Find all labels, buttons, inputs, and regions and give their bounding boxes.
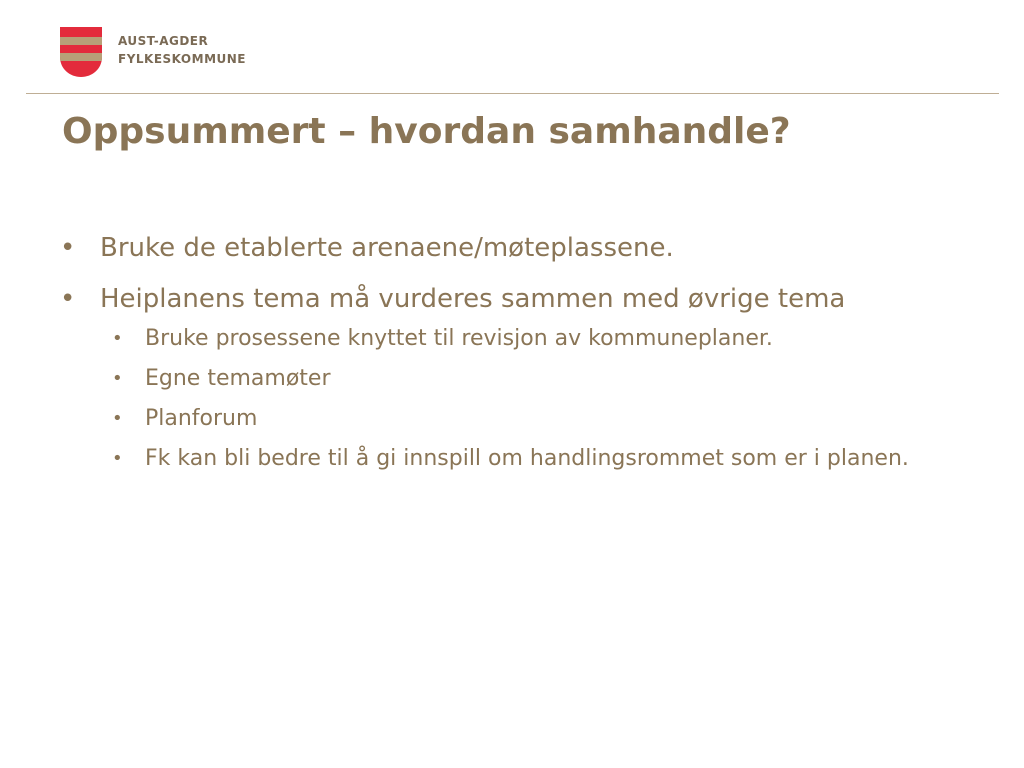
- sub-bullet-item: [0, 322, 935, 356]
- sub-bullet-item: [0, 362, 935, 396]
- slide-content: [0, 226, 1024, 482]
- logo-line-2: FYLKESKOMMUNE: [118, 52, 246, 66]
- sub-bullet-item: [0, 402, 935, 436]
- sub-bullet-dot: •: [112, 368, 123, 389]
- sub-bullet-list: [0, 322, 1024, 476]
- bullet-item: [0, 277, 1000, 321]
- logo-text: [118, 32, 246, 68]
- sub-bullet-text: Planforum: [145, 406, 258, 431]
- bullet-text: Heiplanens tema må vurderes sammen med øvrige tema: [100, 284, 846, 314]
- bullet-item: [0, 226, 1000, 270]
- coat-of-arms-icon: [60, 27, 102, 77]
- sub-bullet-text: Egne temamøter: [145, 366, 331, 391]
- sub-bullet-dot: •: [112, 448, 123, 469]
- bullet-dot: •: [60, 233, 76, 263]
- slide-title: Oppsummert – hvordan samhandle?: [62, 111, 791, 152]
- header-divider: [26, 93, 999, 94]
- sub-bullet-text: Fk kan bli bedre til å gi innspill om handlingsrommet som er i planen.: [145, 446, 909, 471]
- sub-bullet-text: Bruke prosessene knyttet til revisjon av kommuneplaner.: [145, 326, 773, 351]
- sub-bullet-item: [0, 442, 935, 476]
- sub-bullet-dot: •: [112, 408, 123, 429]
- bullet-list: [0, 226, 1024, 476]
- logo-line-1: AUST-AGDER: [118, 34, 209, 48]
- bullet-text: Bruke de etablerte arenaene/møteplassene.: [100, 233, 674, 263]
- bullet-dot: •: [60, 284, 76, 314]
- sub-bullet-dot: •: [112, 328, 123, 349]
- logo: [60, 27, 246, 77]
